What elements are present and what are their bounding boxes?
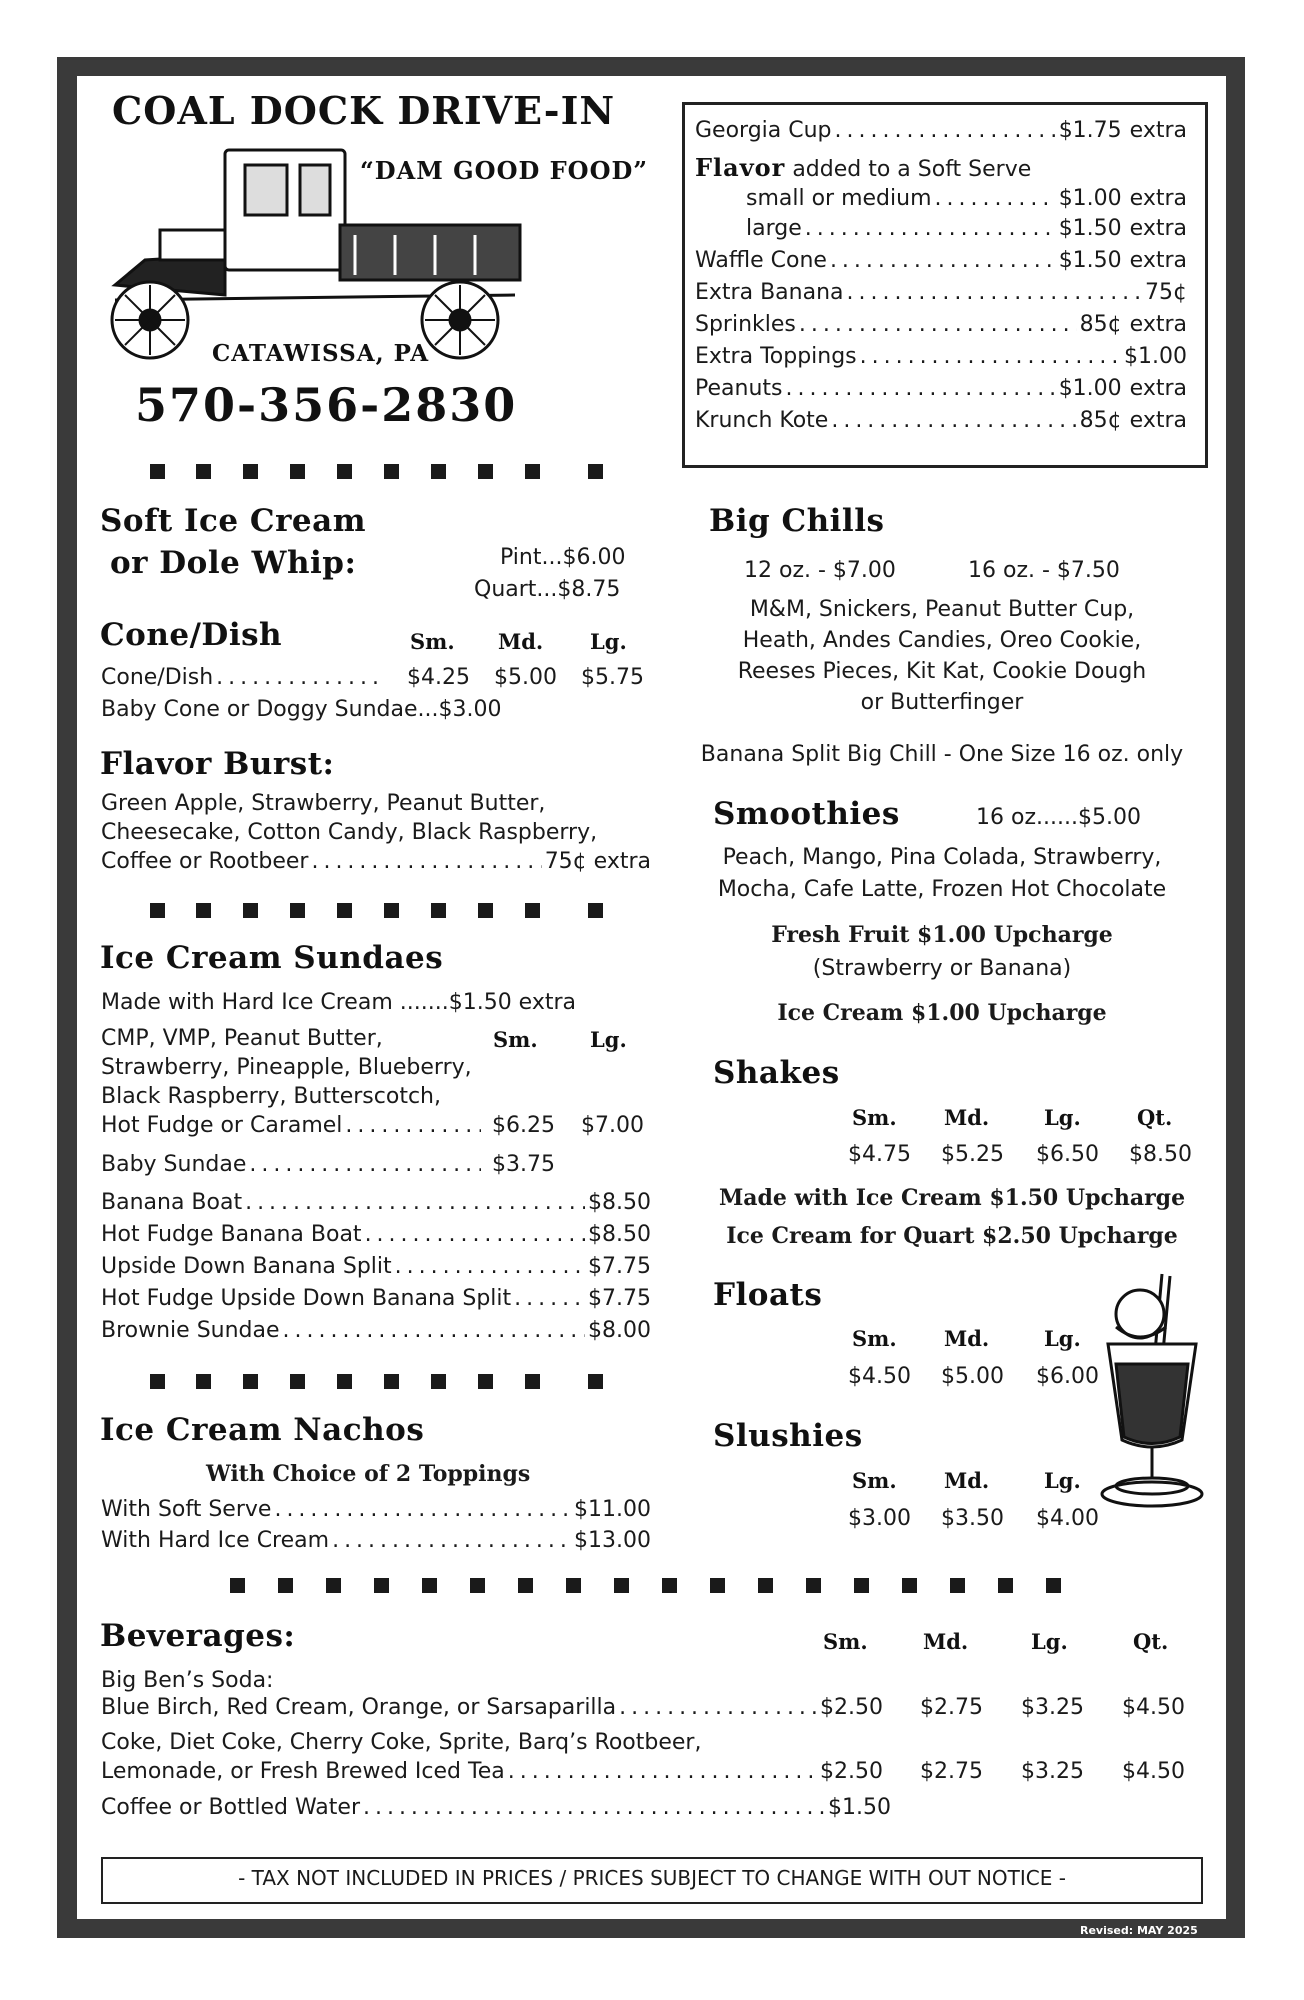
- cone-price-lg: $5.75: [581, 665, 644, 690]
- soda-row: Blue Birch, Red Cream, Orange, or Sarsaparilla . . .: [101, 1695, 823, 1720]
- baby-cone-row: Baby Cone or Doggy Sundae...$3.00: [101, 697, 502, 722]
- size-header: Qt.: [1133, 1629, 1169, 1654]
- extra-row: Extra Banana . . . 75¢: [695, 280, 1187, 305]
- size-header: Md.: [498, 629, 544, 654]
- size-header: Lg.: [1044, 1326, 1081, 1351]
- flavor-burst-line: Green Apple, Strawberry, Peanut Butter,: [101, 791, 546, 816]
- flavor-burst-line: Coffee or Rootbeer . . . 75¢ extra: [101, 849, 651, 874]
- smoothies-title: Smoothies: [713, 796, 900, 832]
- float-glass-icon: [1102, 1274, 1202, 1506]
- extra-row: Extra Toppings . . . $1.00: [695, 344, 1187, 369]
- soft-ice-cream-title-2: or Dole Whip:: [110, 545, 357, 581]
- size-header: Sm.: [823, 1629, 868, 1654]
- size-header: Sm.: [493, 1027, 538, 1052]
- hard-ice-cream-row: Made with Hard Ice Cream .......$1.50 extra: [101, 990, 576, 1015]
- nachos-row: With Soft Serve . . . $11.00: [101, 1497, 651, 1522]
- soda-heading: Big Ben’s Soda:: [101, 1668, 274, 1693]
- nachos-row: With Hard Ice Cream . . . $13.00: [101, 1528, 651, 1553]
- float-price: $4.50: [848, 1364, 911, 1389]
- size-header: Lg.: [1031, 1629, 1068, 1654]
- shakes-title: Shakes: [713, 1055, 840, 1091]
- cone-price-md: $5.00: [494, 665, 557, 690]
- extra-row: Peanuts . . . $1.00 extra: [695, 376, 1187, 401]
- size-header: Md.: [944, 1468, 990, 1493]
- size-header: Md.: [944, 1105, 990, 1130]
- float-price: $6.00: [1036, 1364, 1099, 1389]
- sundae-item-row: Brownie Sundae . . . $8.00: [101, 1318, 651, 1343]
- coffee-row: Coffee or Bottled Water . . . $1.50: [101, 1795, 891, 1820]
- sundae-price-sm: $6.25: [492, 1113, 555, 1138]
- sundae-flavors: Strawberry, Pineapple, Blueberry,: [101, 1055, 472, 1080]
- coke-price: $4.50: [1122, 1759, 1185, 1784]
- float-glass-illustration: [1100, 1272, 1205, 1508]
- extra-row: Waffle Cone . . . $1.50 extra: [695, 248, 1187, 273]
- size-header: Md.: [944, 1326, 990, 1351]
- smoothie-price: 16 oz......$5.00: [976, 805, 1141, 830]
- coke-line: Coke, Diet Coke, Cherry Coke, Sprite, Barq’s Rootbeer,: [101, 1730, 702, 1755]
- sundae-flavors: CMP, VMP, Peanut Butter,: [101, 1026, 383, 1051]
- beverages-title: Beverages:: [100, 1618, 296, 1654]
- sundae-item-row: Upside Down Banana Split . . . $7.75: [101, 1254, 651, 1279]
- coke-price: $2.75: [920, 1759, 983, 1784]
- slogan: “DAM GOOD FOOD”: [360, 156, 649, 185]
- extra-row: small or medium . . . $1.00 extra: [746, 186, 1187, 211]
- tax-notice: - TAX NOT INCLUDED IN PRICES / PRICES SUBJECT TO CHANGE WITH OUT NOTICE -: [238, 1866, 1066, 1890]
- phone-number: 570-356-2830: [135, 378, 518, 432]
- smoothie-flavors: Peach, Mango, Pina Colada, Strawberry,: [722, 845, 1162, 870]
- soda-price: $3.25: [1021, 1695, 1084, 1720]
- size-header: Sm.: [852, 1105, 897, 1130]
- nachos-title: Ice Cream Nachos: [100, 1412, 425, 1448]
- fresh-fruit-upcharge: Fresh Fruit $1.00 Upcharge: [771, 922, 1113, 948]
- big-chill-flavors: or Butterfinger: [860, 690, 1024, 715]
- quart-price: Quart...$8.75: [474, 577, 621, 602]
- float-price: $5.00: [941, 1364, 1004, 1389]
- shake-upcharge: Made with Ice Cream $1.50 Upcharge: [718, 1185, 1186, 1211]
- size-header: Md.: [923, 1629, 969, 1654]
- smoothie-flavors: Mocha, Cafe Latte, Frozen Hot Chocolate: [717, 877, 1167, 902]
- size-header: Sm.: [410, 629, 455, 654]
- flavor-burst-title: Flavor Burst:: [100, 746, 335, 782]
- shake-upcharge: Ice Cream for Quart $2.50 Upcharge: [726, 1223, 1178, 1249]
- soda-price: $2.50: [820, 1695, 883, 1720]
- size-header: Sm.: [852, 1468, 897, 1493]
- sundae-price-lg: $7.00: [581, 1113, 644, 1138]
- coke-row: Lemonade, or Fresh Brewed Iced Tea . . .: [101, 1759, 823, 1784]
- flavor-soft-serve: Flavor added to a Soft Serve: [695, 153, 1032, 182]
- slushie-price: $3.50: [941, 1506, 1004, 1531]
- sundae-row: Hot Fudge or Caramel . . .: [101, 1113, 484, 1138]
- pint-price: Pint...$6.00: [500, 545, 626, 570]
- sundae-flavors: Black Raspberry, Butterscotch,: [101, 1084, 441, 1109]
- restaurant-name: COAL DOCK DRIVE-IN: [112, 88, 616, 133]
- revised-date: Revised: MAY 2025: [1080, 1924, 1198, 1937]
- ice-cream-upcharge: Ice Cream $1.00 Upcharge: [777, 1000, 1107, 1026]
- location: CATAWISSA, PA: [212, 340, 430, 367]
- extra-row: Georgia Cup . . . $1.75 extra: [695, 118, 1187, 143]
- cone-price-sm: $4.25: [407, 665, 470, 690]
- fresh-fruit-note: (Strawberry or Banana): [812, 956, 1072, 981]
- slushie-price: $3.00: [848, 1506, 911, 1531]
- sundae-item-row: Banana Boat . . . $8.50: [101, 1190, 651, 1215]
- sundae-item-row: Hot Fudge Upside Down Banana Split . . . $7.75: [101, 1286, 651, 1311]
- nachos-subtitle: With Choice of 2 Toppings: [206, 1461, 531, 1487]
- coke-price: $3.25: [1021, 1759, 1084, 1784]
- baby-sundae-price: $3.75: [492, 1152, 555, 1177]
- shake-price: $8.50: [1129, 1142, 1192, 1167]
- shake-price: $4.75: [848, 1142, 911, 1167]
- coke-price: $2.50: [820, 1759, 883, 1784]
- cone-dish-title: Cone/Dish: [100, 617, 283, 653]
- size-header: Lg.: [1044, 1468, 1081, 1493]
- big-chill-size: 16 oz. - $7.50: [968, 558, 1120, 583]
- slushie-price: $4.00: [1036, 1506, 1099, 1531]
- extra-row: Sprinkles . . . 85¢ extra: [695, 312, 1187, 337]
- soft-ice-cream-title: Soft Ice Cream: [100, 503, 367, 539]
- big-chill-flavors: M&M, Snickers, Peanut Butter Cup,: [749, 597, 1135, 622]
- big-chills-title: Big Chills: [709, 503, 885, 539]
- extra-row: Krunch Kote . . . 85¢ extra: [695, 408, 1187, 433]
- shake-price: $6.50: [1036, 1142, 1099, 1167]
- size-header: Qt.: [1137, 1105, 1173, 1130]
- floats-title: Floats: [713, 1277, 823, 1313]
- extra-row: large . . . $1.50 extra: [746, 216, 1187, 241]
- big-chill-size: 12 oz. - $7.00: [744, 558, 896, 583]
- flavor-burst-line: Cheesecake, Cotton Candy, Black Raspberry,: [101, 820, 598, 845]
- soda-price: $2.75: [920, 1695, 983, 1720]
- sundaes-title: Ice Cream Sundaes: [100, 940, 444, 976]
- size-header: Sm.: [852, 1326, 897, 1351]
- size-header: Lg.: [590, 1027, 627, 1052]
- size-header: Lg.: [590, 629, 627, 654]
- big-chill-flavors: Heath, Andes Candies, Oreo Cookie,: [742, 628, 1142, 653]
- sundae-item-row: Hot Fudge Banana Boat . . . $8.50: [101, 1222, 651, 1247]
- truck-icon: [112, 150, 520, 358]
- size-header: Lg.: [1044, 1105, 1081, 1130]
- cone-dish-row: Cone/Dish . . .: [101, 665, 386, 690]
- slushies-title: Slushies: [713, 1418, 863, 1454]
- baby-sundae-row: Baby Sundae . . .: [101, 1152, 484, 1177]
- shake-price: $5.25: [941, 1142, 1004, 1167]
- banana-split-big-chill: Banana Split Big Chill - One Size 16 oz. only: [700, 742, 1184, 767]
- big-chill-flavors: Reeses Pieces, Kit Kat, Cookie Dough: [737, 659, 1147, 684]
- soda-price: $4.50: [1122, 1695, 1185, 1720]
